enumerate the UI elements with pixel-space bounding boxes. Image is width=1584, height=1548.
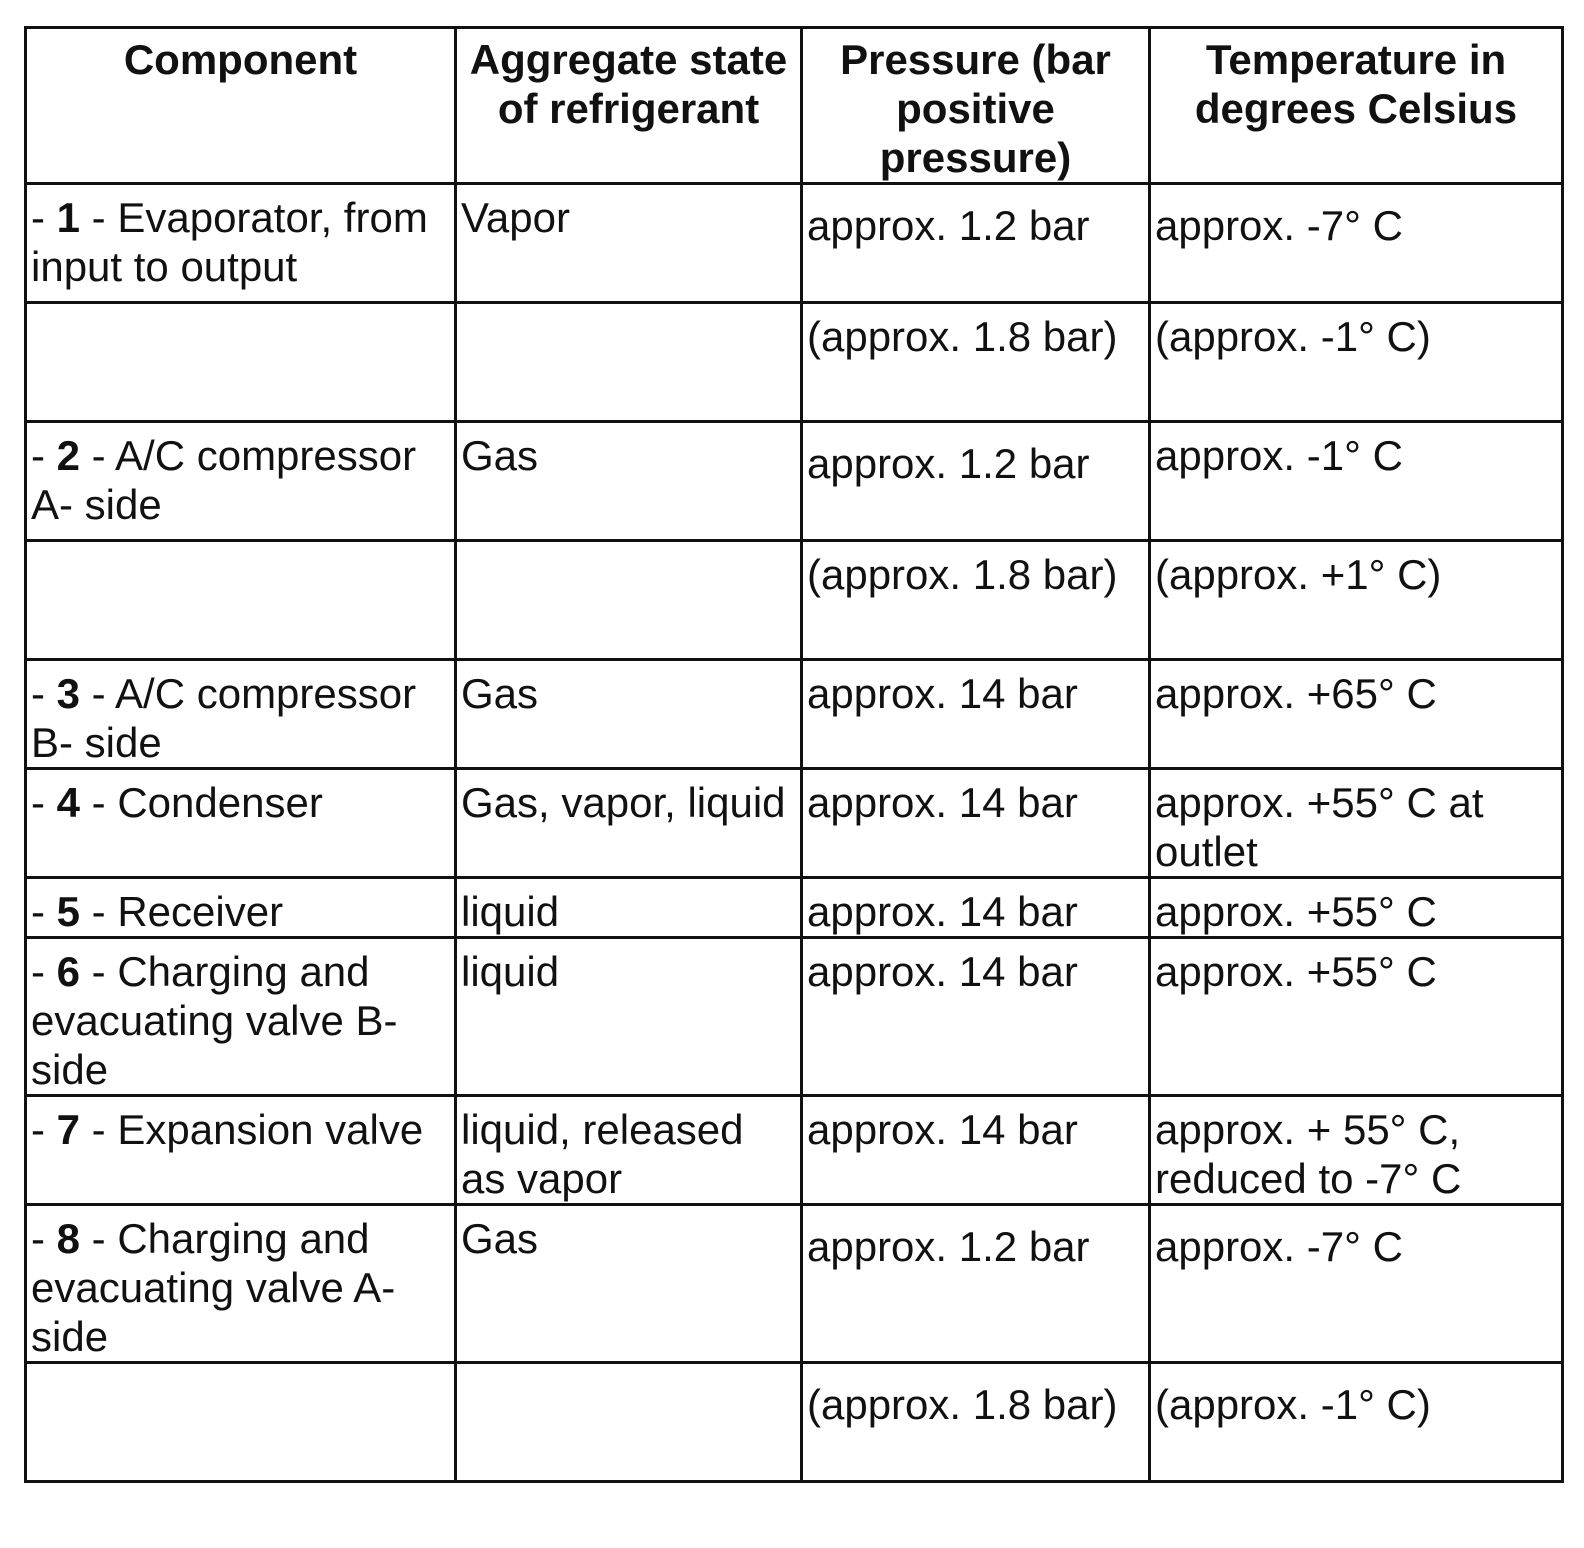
header-state: Aggregate state of refrigerant bbox=[456, 28, 802, 184]
component-name: A/C compressor A- side bbox=[31, 432, 417, 528]
component-number: 6 bbox=[56, 948, 81, 995]
temperature-cell: approx. -1° C bbox=[1150, 422, 1563, 541]
table-row bbox=[26, 878, 1563, 938]
pressure-cell: approx. 14 bar bbox=[802, 878, 1150, 938]
pressure-cell: (approx. 1.8 bar) bbox=[802, 541, 1150, 660]
table-row bbox=[26, 1363, 1563, 1482]
state-cell: liquid, released as vapor bbox=[456, 1096, 802, 1205]
component-name: Expansion valve bbox=[117, 1106, 424, 1153]
temperature-cell: approx. + 55° C, reduced to -7° C bbox=[1150, 1096, 1563, 1205]
temperature-cell: approx. +55° C bbox=[1150, 878, 1563, 938]
pressure-cell: approx. 1.2 bar bbox=[802, 1205, 1150, 1363]
state-cell: Gas bbox=[456, 660, 802, 769]
component-cell bbox=[26, 541, 456, 660]
temperature-cell: (approx. -1° C) bbox=[1150, 1363, 1563, 1482]
component-cell: - 7 - Expansion valve bbox=[26, 1096, 456, 1205]
temperature-cell: approx. +55° C bbox=[1150, 938, 1563, 1096]
header-pressure: Pressure (bar positive pressure) bbox=[802, 28, 1150, 184]
pressure-cell: approx. 14 bar bbox=[802, 1096, 1150, 1205]
header-temperature: Temperature in degrees Celsius bbox=[1150, 28, 1563, 184]
component-number: 7 bbox=[56, 1106, 81, 1153]
table-row bbox=[26, 541, 1563, 660]
temperature-cell: approx. -7° C bbox=[1150, 184, 1563, 303]
header-row bbox=[26, 28, 1563, 184]
component-name: A/C compressor B- side bbox=[31, 670, 417, 766]
component-number: 3 bbox=[56, 670, 81, 717]
component-cell: - 3 - A/C compressor B- side bbox=[26, 660, 456, 769]
table-row bbox=[26, 938, 1563, 1096]
component-number: 8 bbox=[56, 1215, 81, 1262]
pressure-cell: (approx. 1.8 bar) bbox=[802, 303, 1150, 422]
pressure-cell: (approx. 1.8 bar) bbox=[802, 1363, 1150, 1482]
temperature-cell: (approx. -1° C) bbox=[1150, 303, 1563, 422]
component-number: 4 bbox=[56, 779, 81, 826]
state-cell: Gas, vapor, liquid bbox=[456, 769, 802, 878]
pressure-cell: approx. 14 bar bbox=[802, 938, 1150, 1096]
component-name: Charging and evacuating valve B-side bbox=[31, 948, 398, 1093]
component-number: 5 bbox=[56, 888, 81, 935]
table-row bbox=[26, 303, 1563, 422]
temperature-cell: (approx. +1° C) bbox=[1150, 541, 1563, 660]
table-row bbox=[26, 660, 1563, 769]
table-row bbox=[26, 769, 1563, 878]
component-cell: - 1 - Evaporator, from input to output bbox=[26, 184, 456, 303]
component-cell: - 5 - Receiver bbox=[26, 878, 456, 938]
pressure-cell: approx. 14 bar bbox=[802, 660, 1150, 769]
state-cell: Gas bbox=[456, 422, 802, 541]
component-cell: - 4 - Condenser bbox=[26, 769, 456, 878]
temperature-cell: approx. -7° C bbox=[1150, 1205, 1563, 1363]
component-cell: - 6 - Charging and evacuating valve B-side bbox=[26, 938, 456, 1096]
component-cell: - 8 - Charging and evacuating valve A-side bbox=[26, 1205, 456, 1363]
table-row bbox=[26, 184, 1563, 303]
pressure-cell: approx. 1.2 bar bbox=[802, 184, 1150, 303]
component-name: Receiver bbox=[117, 888, 284, 935]
component-cell: - 2 - A/C compressor A- side bbox=[26, 422, 456, 541]
state-cell bbox=[456, 1363, 802, 1482]
component-cell bbox=[26, 1363, 456, 1482]
table-row bbox=[26, 1205, 1563, 1363]
table-row bbox=[26, 422, 1563, 541]
component-number: 2 bbox=[56, 432, 81, 479]
component-name: Evaporator, from input to output bbox=[31, 194, 428, 290]
state-cell: Vapor bbox=[456, 184, 802, 303]
temperature-cell: approx. +65° C bbox=[1150, 660, 1563, 769]
component-name: Charging and evacuating valve A-side bbox=[31, 1215, 396, 1360]
header-component: Component bbox=[26, 28, 456, 184]
component-name: Condenser bbox=[117, 779, 323, 826]
temperature-cell: approx. +55° C at outlet bbox=[1150, 769, 1563, 878]
state-cell: liquid bbox=[456, 878, 802, 938]
state-cell bbox=[456, 303, 802, 422]
pressure-cell: approx. 1.2 bar bbox=[802, 422, 1150, 541]
refrigerant-table bbox=[24, 26, 1564, 1483]
state-cell bbox=[456, 541, 802, 660]
component-number: 1 bbox=[56, 194, 81, 241]
component-cell bbox=[26, 303, 456, 422]
state-cell: Gas bbox=[456, 1205, 802, 1363]
table-row bbox=[26, 1096, 1563, 1205]
pressure-cell: approx. 14 bar bbox=[802, 769, 1150, 878]
state-cell: liquid bbox=[456, 938, 802, 1096]
